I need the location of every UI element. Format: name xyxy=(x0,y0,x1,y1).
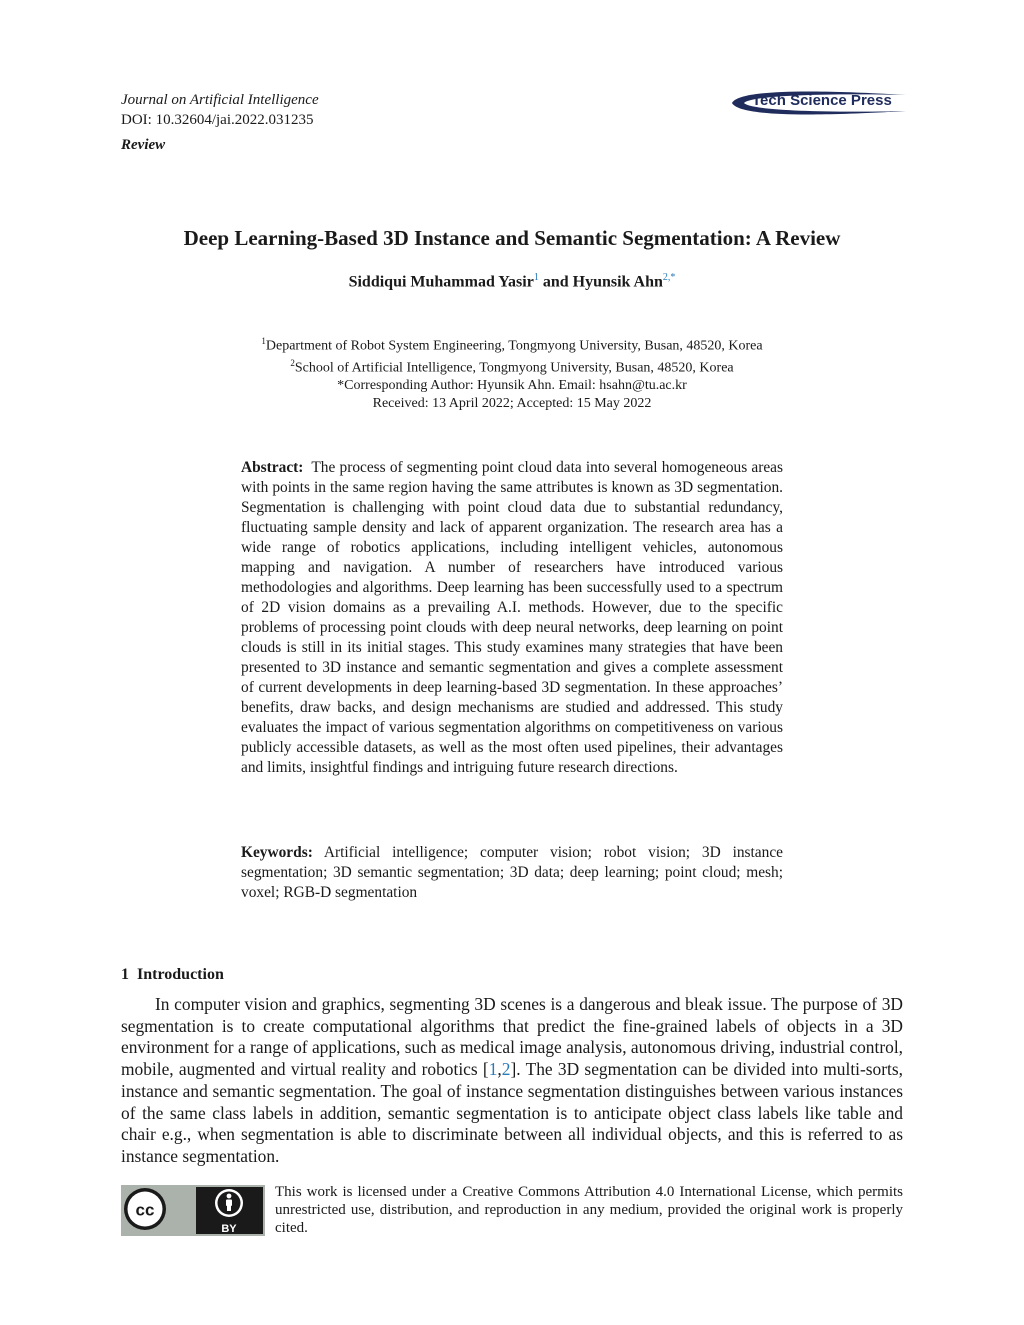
received-accepted-dates: Received: 13 April 2022; Accepted: 15 May 2022 xyxy=(372,395,652,411)
section-title: Introduction xyxy=(137,966,224,983)
keywords-label: Keywords: xyxy=(241,844,313,861)
section-heading xyxy=(121,966,224,984)
paragraph-text: ]. The 3D segmentation can be divided into multi-sorts, instance and semantic segmentation. The goal of instance segmentation distinguishes between various instances of the same class labels in addition, semantic segmentation is to anticipate object class labels like table and chair e.g., when segmentation is able to discriminate between all individual objects, and this is referred to as instance segmentation. xyxy=(121,1059,903,1166)
cc-by-badge[interactable] xyxy=(121,1185,265,1236)
abstract xyxy=(241,458,783,778)
paragraph-text: In computer vision and graphics, segmenting 3D scenes is a dangerous and bleak issue. The purpose of 3D segmentation is to create computational algorithms that predict the fine-grained labels of objects in a 3D environment for a range of applications, such as medical image analysis, autonomous driving, industrial control, mobile, augmented and virtual reality and robotics [ xyxy=(121,994,903,1080)
article-type: Review xyxy=(121,137,166,153)
affiliations-block xyxy=(0,333,1024,412)
affiliation-line xyxy=(0,333,1024,355)
license-text: This work is licensed under a Creative Commons Attribution 4.0 International License, which permits unrestricted use, distribution, and reproduction in any medium, provided the original work is properly cited. xyxy=(275,1184,903,1236)
by-label: BY xyxy=(221,1223,237,1235)
abstract-label: Abstract: xyxy=(241,459,304,476)
journal-name: Journal on Artificial Intelligence xyxy=(121,92,319,108)
keywords-text: Artificial intelligence; computer vision; robot vision; 3D instance segmentation; 3D semantic segmentation; 3D data; deep learning; point cloud; mesh; voxel; RGB-D segmentation xyxy=(241,844,783,901)
author-list xyxy=(0,272,1024,291)
citation-link[interactable]: 2 xyxy=(501,1059,511,1080)
publisher-logo xyxy=(728,86,908,120)
affiliation-text: Department of Robot System Engineering, Tongmyong University, Busan, 48520, Korea xyxy=(265,338,763,354)
author-conjunction: and xyxy=(542,273,569,291)
author-affiliation-mark[interactable]: 1 xyxy=(533,272,539,283)
affiliation-mark: 2 xyxy=(290,358,295,369)
paper-title: Deep Learning-Based 3D Instance and Semantic Segmentation: A Review xyxy=(183,226,841,250)
author-name: Siddiqui Muhammad Yasir xyxy=(348,273,534,291)
abstract-text: The process of segmenting point cloud data into several homogeneous areas with points in the same region having the same attributes is known as 3D segmentation. Segmentation is challenging with point cloud data due to substantial redundancy, fluctuating sample density and lack of apparent organization. The research area has a wide range of robotics applications, including intelligent vehicles, autonomous mapping and navigation. A number of researchers have introduced various methodologies and algorithms. Deep learning has been successfully used to a spectrum of 2D vision domains as a prevailing A.I. methods. However, due to the specific problems of processing point clouds with deep neural networks, deep learning on point clouds is still in its initial stages. This study examines many strategies that have been presented to 3D instance and semantic segmentation and gives a complete assessment of current developments in deep learning-based 3D segmentation. In these approaches’ benefits, draw backs, and design mechanisms are studied and addressed. This study evaluates the impact of various segmentation algorithms on competitiveness on various publicly accessible datasets, as well as the most often used pipelines, their advantages and limits, insightful findings and intriguing future research directions. xyxy=(241,459,783,776)
doi[interactable]: DOI: 10.32604/jai.2022.031235 xyxy=(121,112,314,128)
attribution-icon xyxy=(215,1189,243,1217)
author-name: Hyunsik Ahn xyxy=(572,273,663,291)
intro-paragraph xyxy=(121,994,903,1168)
section-number: 1 xyxy=(121,966,129,983)
cc-icon xyxy=(124,1188,166,1230)
author-affiliation-mark[interactable]: 2,* xyxy=(662,272,676,283)
svg-text:cc: cc xyxy=(135,1200,155,1220)
affiliation-line xyxy=(0,355,1024,377)
citation-link[interactable]: 1 xyxy=(488,1059,498,1080)
citation-separator: , xyxy=(497,1059,502,1080)
affiliation-mark: 1 xyxy=(261,336,266,346)
corresponding-author: *Corresponding Author: Hyunsik Ahn. Email: hsahn@tu.ac.kr xyxy=(337,378,687,394)
affiliation-text: School of Artificial Intelligence, Tongmyong University, Busan, 48520, Korea xyxy=(294,360,734,376)
publisher-name: Tech Science Press xyxy=(752,92,892,109)
keywords xyxy=(241,843,783,903)
